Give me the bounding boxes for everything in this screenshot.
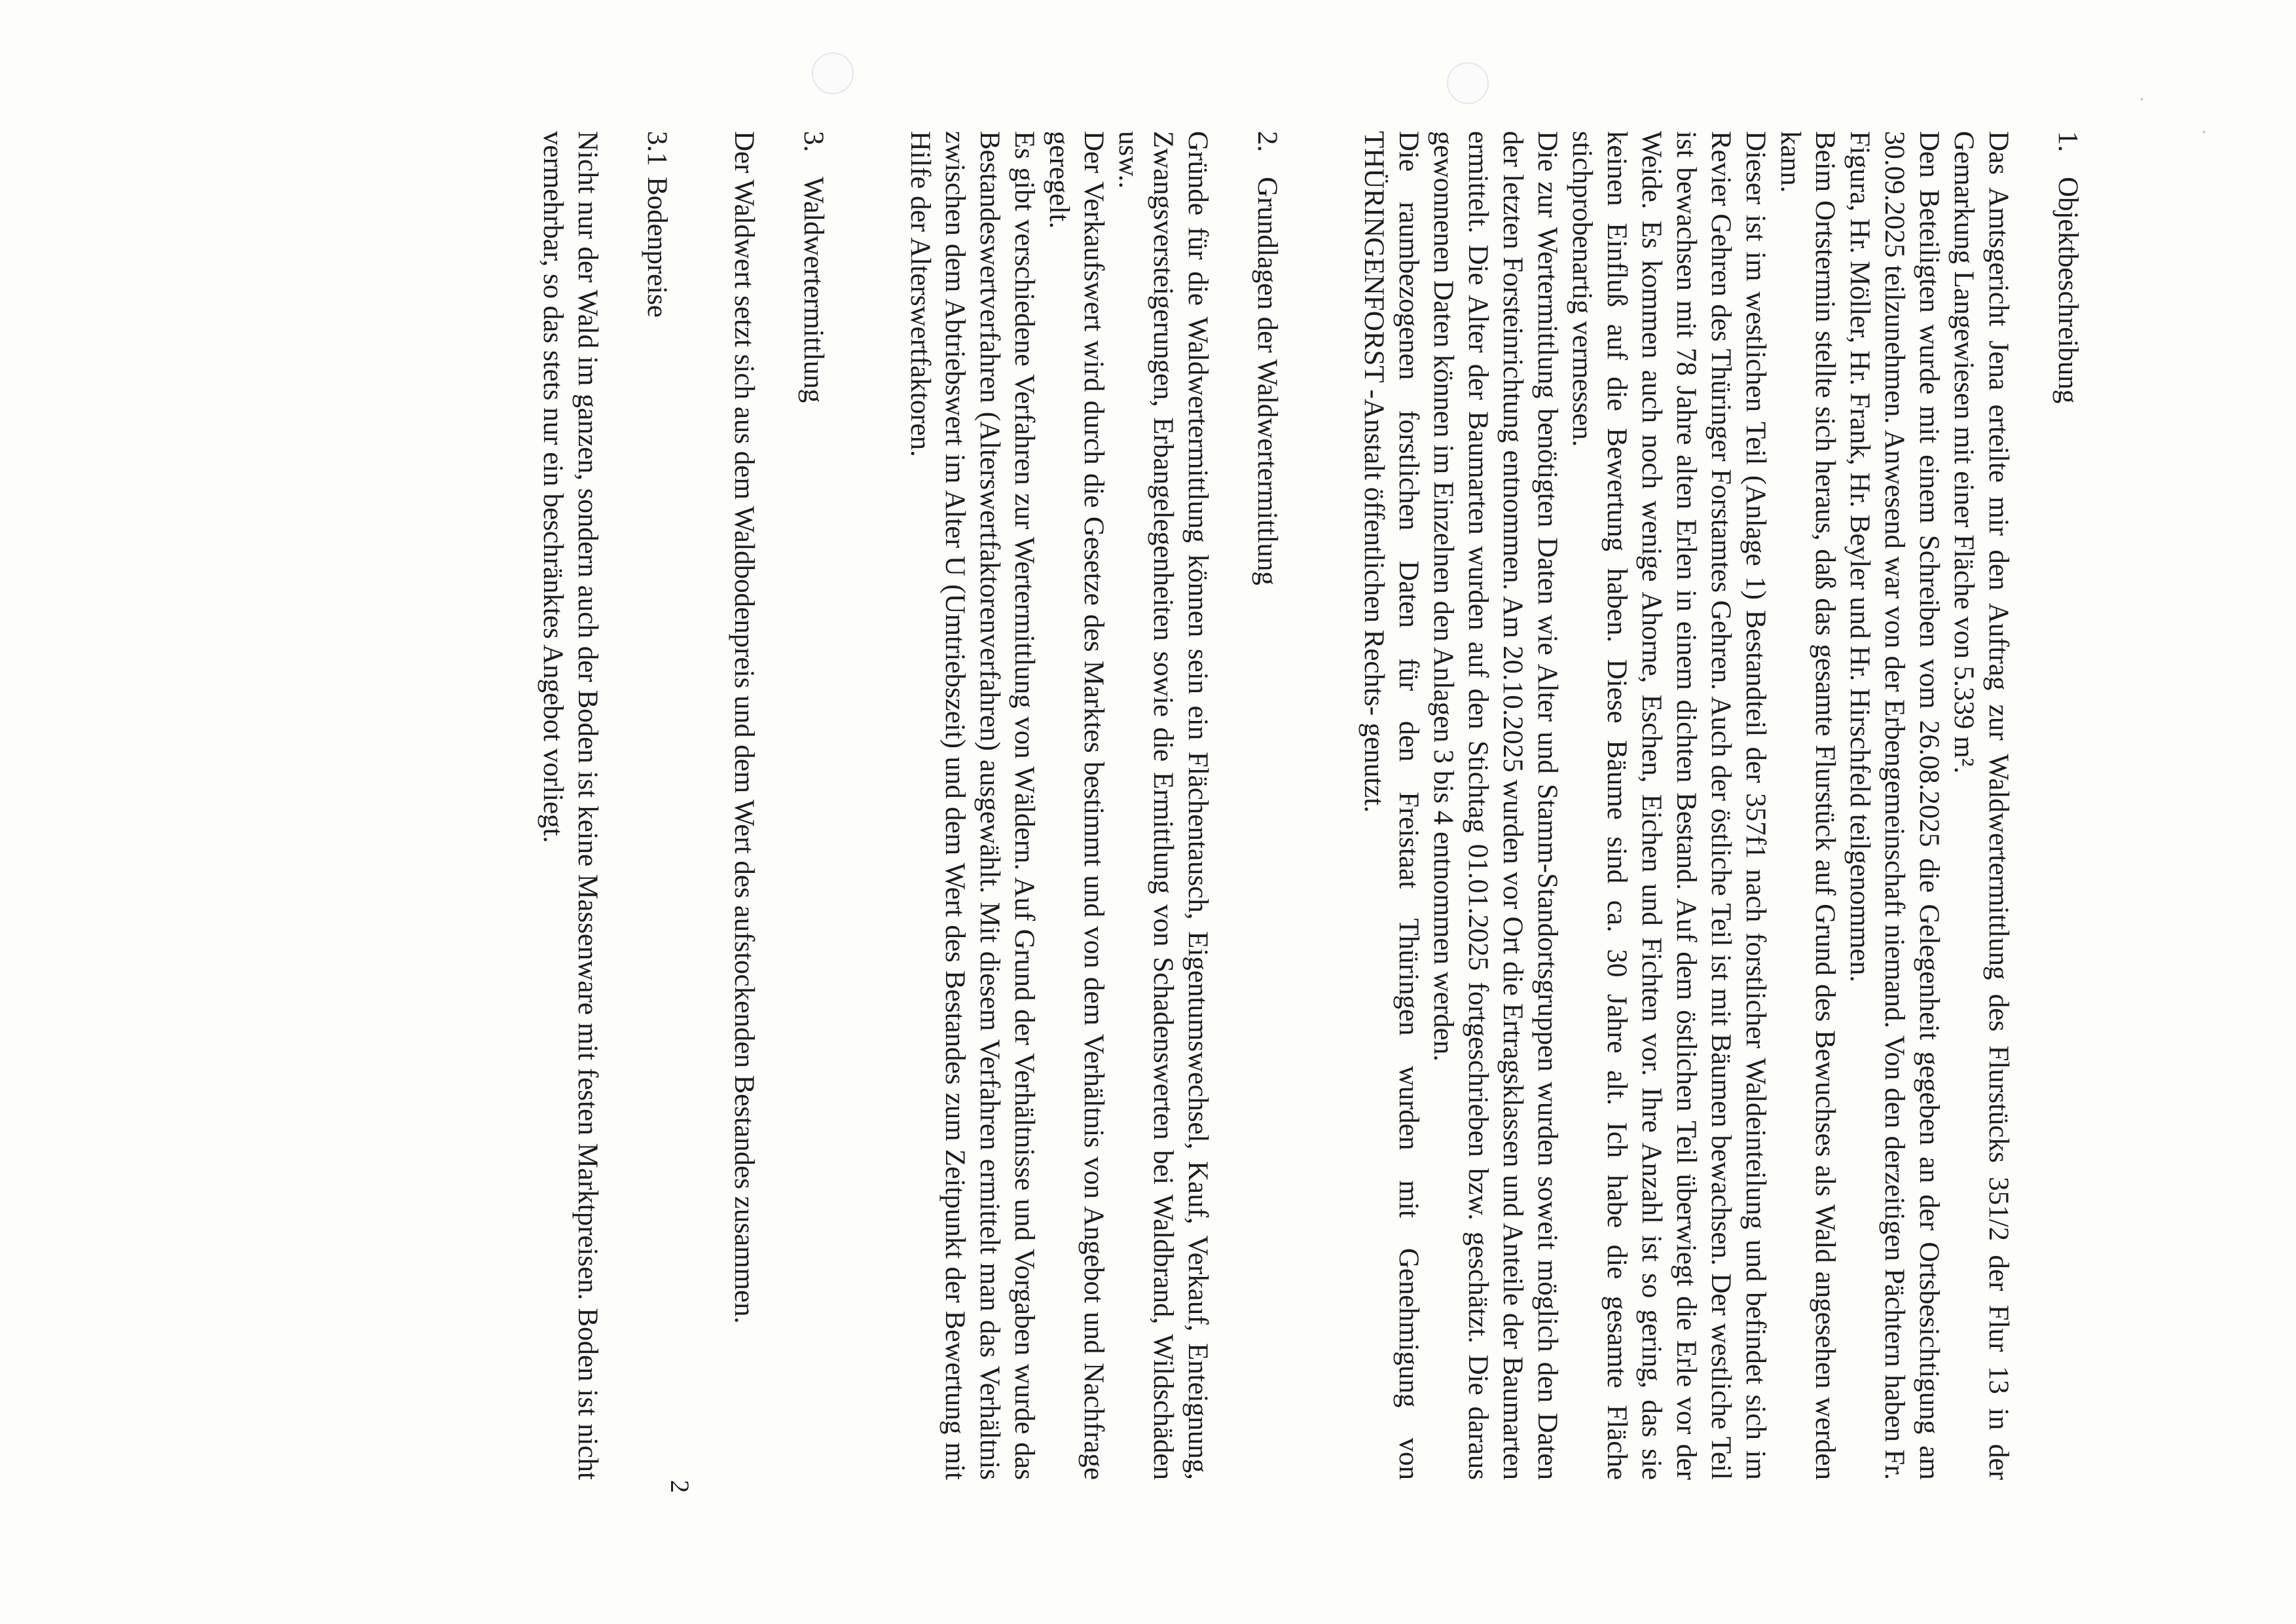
paragraph: Gründe für die Waldwertermittlung können sein ein Flächentausch, Eigentumswechsel, Kauf, Verkauf, Enteignung, Zwangsversteigerungen, Erbangelegenheiten sowie die Ermittlung von Schadenswerten bei Waldbrand, Wildschäden usw.. xyxy=(1113,131,1213,1480)
section-heading xyxy=(2050,131,2085,1480)
section-heading xyxy=(640,131,674,1480)
paragraph: Dieser ist im westlichen Teil (Anlage 1) Bestandteil der 357f1 nach forstlicher Waldeinteilung und befindet sich im Revier Gehren des Thüringer Forstamtes Gehren. Auch der östliche Teil ist mit Bäumen bewachsen. Der westliche Teil ist bewachsen mit 78 Jahre alten Erlen in einem dichten Bestand. Auf dem östlichen Teil überwiegt die Erle vor der Weide. Es kommen auch noch wenige Ahorne, Eschen, Eichen und Fichten vor. Ihre Anzahl ist so gering, das sie keinen Einfluß auf die Bewertung haben. Diese Bäume sind ca. 30 Jahre alt. Ich habe die gesamte Fläche stichprobenartig vermessen. xyxy=(1567,131,1771,1480)
section-title: Bodenpreise xyxy=(642,177,672,318)
section-heading xyxy=(796,131,831,1480)
page-number: 2 xyxy=(665,1480,695,1493)
section-number: 1. xyxy=(2052,131,2083,153)
paragraph: Die raumbezogenen forstlichen Daten für den Freistaat Thüringen wurden mit Genehmigung von THÜRINGENFORST -Anstalt öffentlichen Rechts- genutzt. xyxy=(1358,131,1424,1480)
paragraph: Beim Ortstermin stellte sich heraus, daß das gesamte Flurstück auf Grund des Bewuchses als Wald angesehen werden kann. xyxy=(1775,131,1840,1480)
paragraph: Die zur Wertermittlung benötigten Daten wie Alter und Stamm-Standortsgruppen wurden soweit möglich den Daten der letzten Forsteinrichtung entnommen. Am 20.10.2025 wurden vor Ort die Ertragsklassen und Anteile der Baumarten ermittelt. Die Alter der Baumarten wurden auf den Stichtag 01.01.2025 fortgeschrieben bzw. geschätzt. Die daraus gewonnenen Daten können im Einzelnen den Anlagen 3 bis 4 entnommen werden. xyxy=(1428,131,1563,1480)
section-title: Objektbeschreibung xyxy=(2052,177,2083,404)
paragraph-text: Das Amtsgericht Jena erteilte mir den Auftrag zur Waldwertermittlung des Flurstücks 351/2 der Flur 13 in der Gemarkung Langewiesen mit einer Fläche von 5.339 m². xyxy=(1948,131,2014,1480)
scan-speck xyxy=(2141,98,2143,100)
section-number: 3.1 xyxy=(642,131,672,166)
paragraph: Der Waldwert setzt sich aus dem Waldbodenpreis und dem Wert des aufstockenden Bestandes zusammen. xyxy=(729,131,759,1324)
paragraph: Der Verkaufswert wird durch die Gesetze des Marktes bestimmt und von dem Verhältnis von Angebot und Nachfrage geregelt. xyxy=(1044,131,1109,1480)
section-title: Waldwertermittlung xyxy=(798,177,829,403)
punch-hole-mark xyxy=(812,52,854,94)
section-heading xyxy=(1250,131,1285,1480)
section-number: 2. xyxy=(1252,131,1283,153)
punch-hole-mark xyxy=(1447,62,1489,104)
section-number: 3. xyxy=(798,131,829,153)
scan-speck xyxy=(2203,131,2205,133)
section-title: Grundlagen der Waldwertermittlung xyxy=(1252,177,1283,585)
paragraph xyxy=(1946,131,2016,1480)
paragraph: Nicht nur der Wald im ganzen, sondern auch der Boden ist keine Massenware mit festen Marktpreisen. Boden ist nicht vermehrbar, so das stets nur ein beschränktes Angebot vorliegt. xyxy=(538,131,603,1480)
paragraph: Es gibt verschiedene Verfahren zur Wertermittlung von Wäldern. Auf Grund der Verhältnisse und Vorgaben wurde das Bestandeswertverfahren (Alterswertfaktorenverfahren) ausgewählt. Mit diesem Verfahren ermittelt man das Verhältnis zwischen dem Abtriebswert im Alter U (Umtriebszeit) und dem Wert des Bestandes zum Zeitpunkt der Bewertung mit Hilfe der Alterswertfaktoren. xyxy=(905,131,1040,1480)
paragraph: Den Beteiligten wurde mit einem Schreiben vom 26.08.2025 die Gelegenheit gegeben an der Ortsbesichtigung am 30.09.2025 teilzunehmen. Anwesend war von der Erbengemeinschaft niemand. Von den derzeitigen Pächtern haben Fr. Figura, Hr. Möller, Hr. Frank, Hr. Beyler und Hr. Hirschfeld teilgenommen. xyxy=(1844,131,1944,1480)
page-content xyxy=(173,131,2085,1493)
